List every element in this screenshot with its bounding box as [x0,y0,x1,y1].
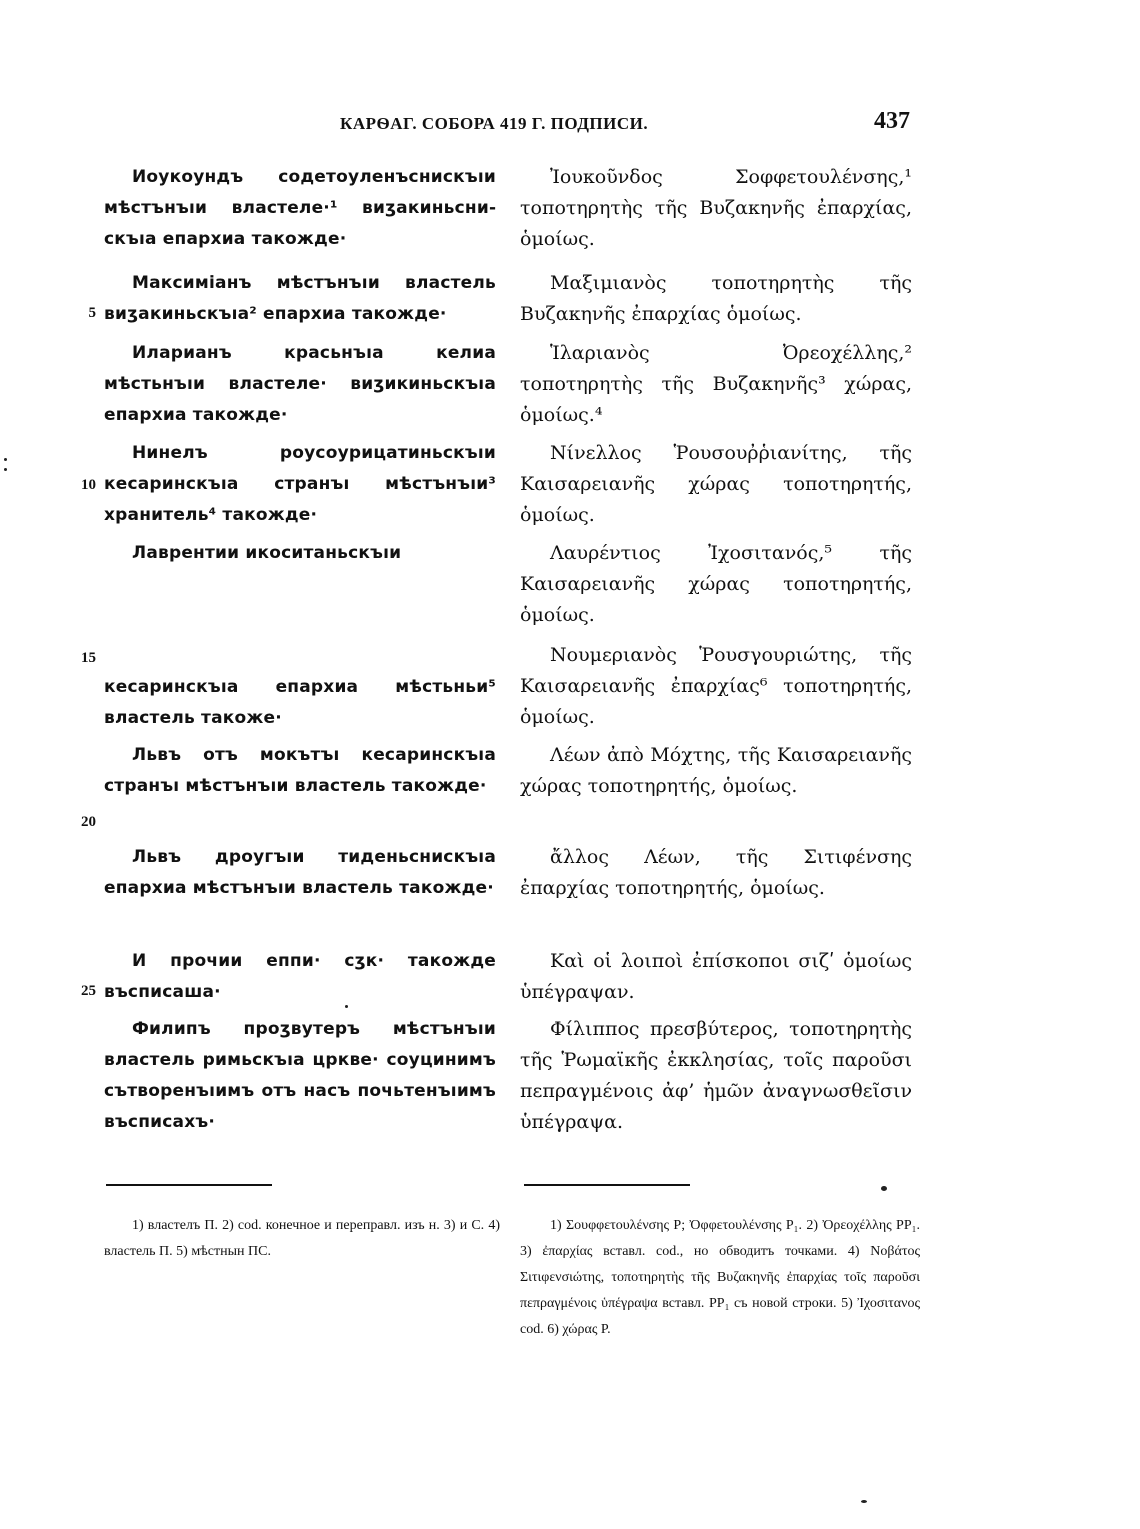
footnotes-right: 1) Σουφφετουλένσης P; Ὀφφετουλένσης P₁. 2) Ὀρεοχέλλης PP₁. 3) ἐπαρχίας вставл. cod., но обводитъ точками. 4) Νοβάτος Σιτιφενσιώτης, τοποτηρητὴς τῆς Βυζακηνῆς ἐπαρχίας τοῖς παροῦσι πεπραγμένοις ὑπέγραψα вставл. PP₁ съ новой строки. 5) Ἰχοσιτανος cod. 6) χώρας P. [520,1218,920,1337]
scan-speck [4,458,7,461]
slavonic-entry: Львъ отъ мокътъı кесаринскъıа странъı мѣстънъıи властель такожде· [104,745,496,796]
greek-entry: Μαξιμιανὸς τοποτηρητὴς τῆς Βυζακηνῆς ἐπαρχίας ὁμοίως. [520,272,912,325]
scan-speck [861,1500,867,1503]
line-number: 15 [81,650,96,666]
greek-entry: Ἰουκοῦνδος Σοφφετουλένσης,¹ τοποτηρητὴς τῆς Βυζακηνῆς ἐπαρχίας, ὁμοίως. [520,166,912,250]
greek-entry: Νουμεριανὸς Ῥουσγουριώτης, τῆς Καισαρειανῆς ἐπαρχίας⁶ τοποτηρητής, ὁμοίως. [520,644,912,728]
slavonic-entry: Нинелъ роусоурицатиньскъıи кесаринскъıа странъı мѣстънъıи³ хранитель⁴ такожде· [104,443,496,525]
scan-speck [345,1005,348,1008]
footnote-rule [524,1184,690,1186]
greek-entry: Νίνελλος Ῥουσουῤῥιανίτης, τῆς Καισαρειανῆς χώρας τοποτηρητής, ὁμοίως. [520,442,912,526]
line-number: 5 [88,305,96,321]
page-number: 437 [874,108,910,134]
footnotes-left: 1) властелъ П. 2) cod. конечное и переправл. изъ н. 3) и С. 4) властель П. 5) мѣстнын ПС. [104,1218,500,1259]
footnote-rule [106,1184,272,1186]
greek-entry: Φίλιππος πρεσβύτερος, τοποτηρητὴς τῆς Ῥωμαϊκῆς ἐκκλησίας, τοῖς παροῦσι πεπραγμένοις ἀφ’ ἡμῶν ἀναγνωσθεῖσιν ὑπέγραψα. [520,1018,912,1133]
slavonic-entry: Лаврентии икоситаньскъıи [132,543,402,563]
slavonic-entry: И прочии еппи· сӡк· такожде въсписаша· [104,951,496,1002]
greek-entry: Λέων ἀπὸ Μόχτης, τῆς Καισαρειανῆς χώρας τοποτηρητής, ὁμοίως. [520,744,912,797]
slavonic-entry: Львъ дроугъıи тиденьснискъıа епархиа мѣстънъıи властель такожде· [104,847,496,898]
greek-entry: Ἱλαριανὸς Ὀρεοχέλλης,² τοποτηρητὴς τῆς Βυζακηνῆς³ χώρας, ὁμοίως.⁴ [520,342,912,426]
slavonic-entry: Иларианъ красьнъıа келиа мѣстьнъıи властеле· виӡикиньскъıа епархиа такожде· [104,343,496,425]
running-head [200,108,920,144]
slavonic-entry: Максиміанъ мѣстънъıи властель виӡакиньскъıа² епархиа такожде· [104,273,496,324]
greek-entry: ἄλλος Λέων, τῆς Σιτιφένσης ἐπαρχίας τοποτηρητής, ὁμοίως. [520,846,912,899]
slavonic-entry: Иоукоундъ содетоуленъснискъıи мѣстънъıи властеле·¹ виӡакиньснискъıа епархиа такожде· [104,167,496,249]
line-number: 10 [81,477,96,493]
running-title: КАРѲАГ. СОБОРА 419 Г. ПОДПИСИ. [340,114,649,133]
slavonic-entry: Филипъ проӡвутеръ мѣстънъıи властель римьскъıа цркве· соуцинимъ сътворенъıимъ отъ насъ почьтенъıимъ въсписахъ· [104,1019,496,1132]
line-number: 25 [81,983,96,999]
scan-speck [4,468,7,471]
scan-speck [881,1186,887,1191]
greek-entry: Λαυρέντιος Ἰχοσιτανός,⁵ τῆς Καισαρειανῆς χώρας τοποτηρητής, ὁμοίως. [520,542,912,626]
slavonic-entry: кесаринскъıа епархиа мѣстьньи⁵ властель такоже· [104,677,496,728]
line-number: 20 [81,814,96,830]
greek-entry: Καὶ οἱ λοιποὶ ἐπίσκοποι σιζʹ ὁμοίως ὑπέγραψαν. [520,950,912,1003]
